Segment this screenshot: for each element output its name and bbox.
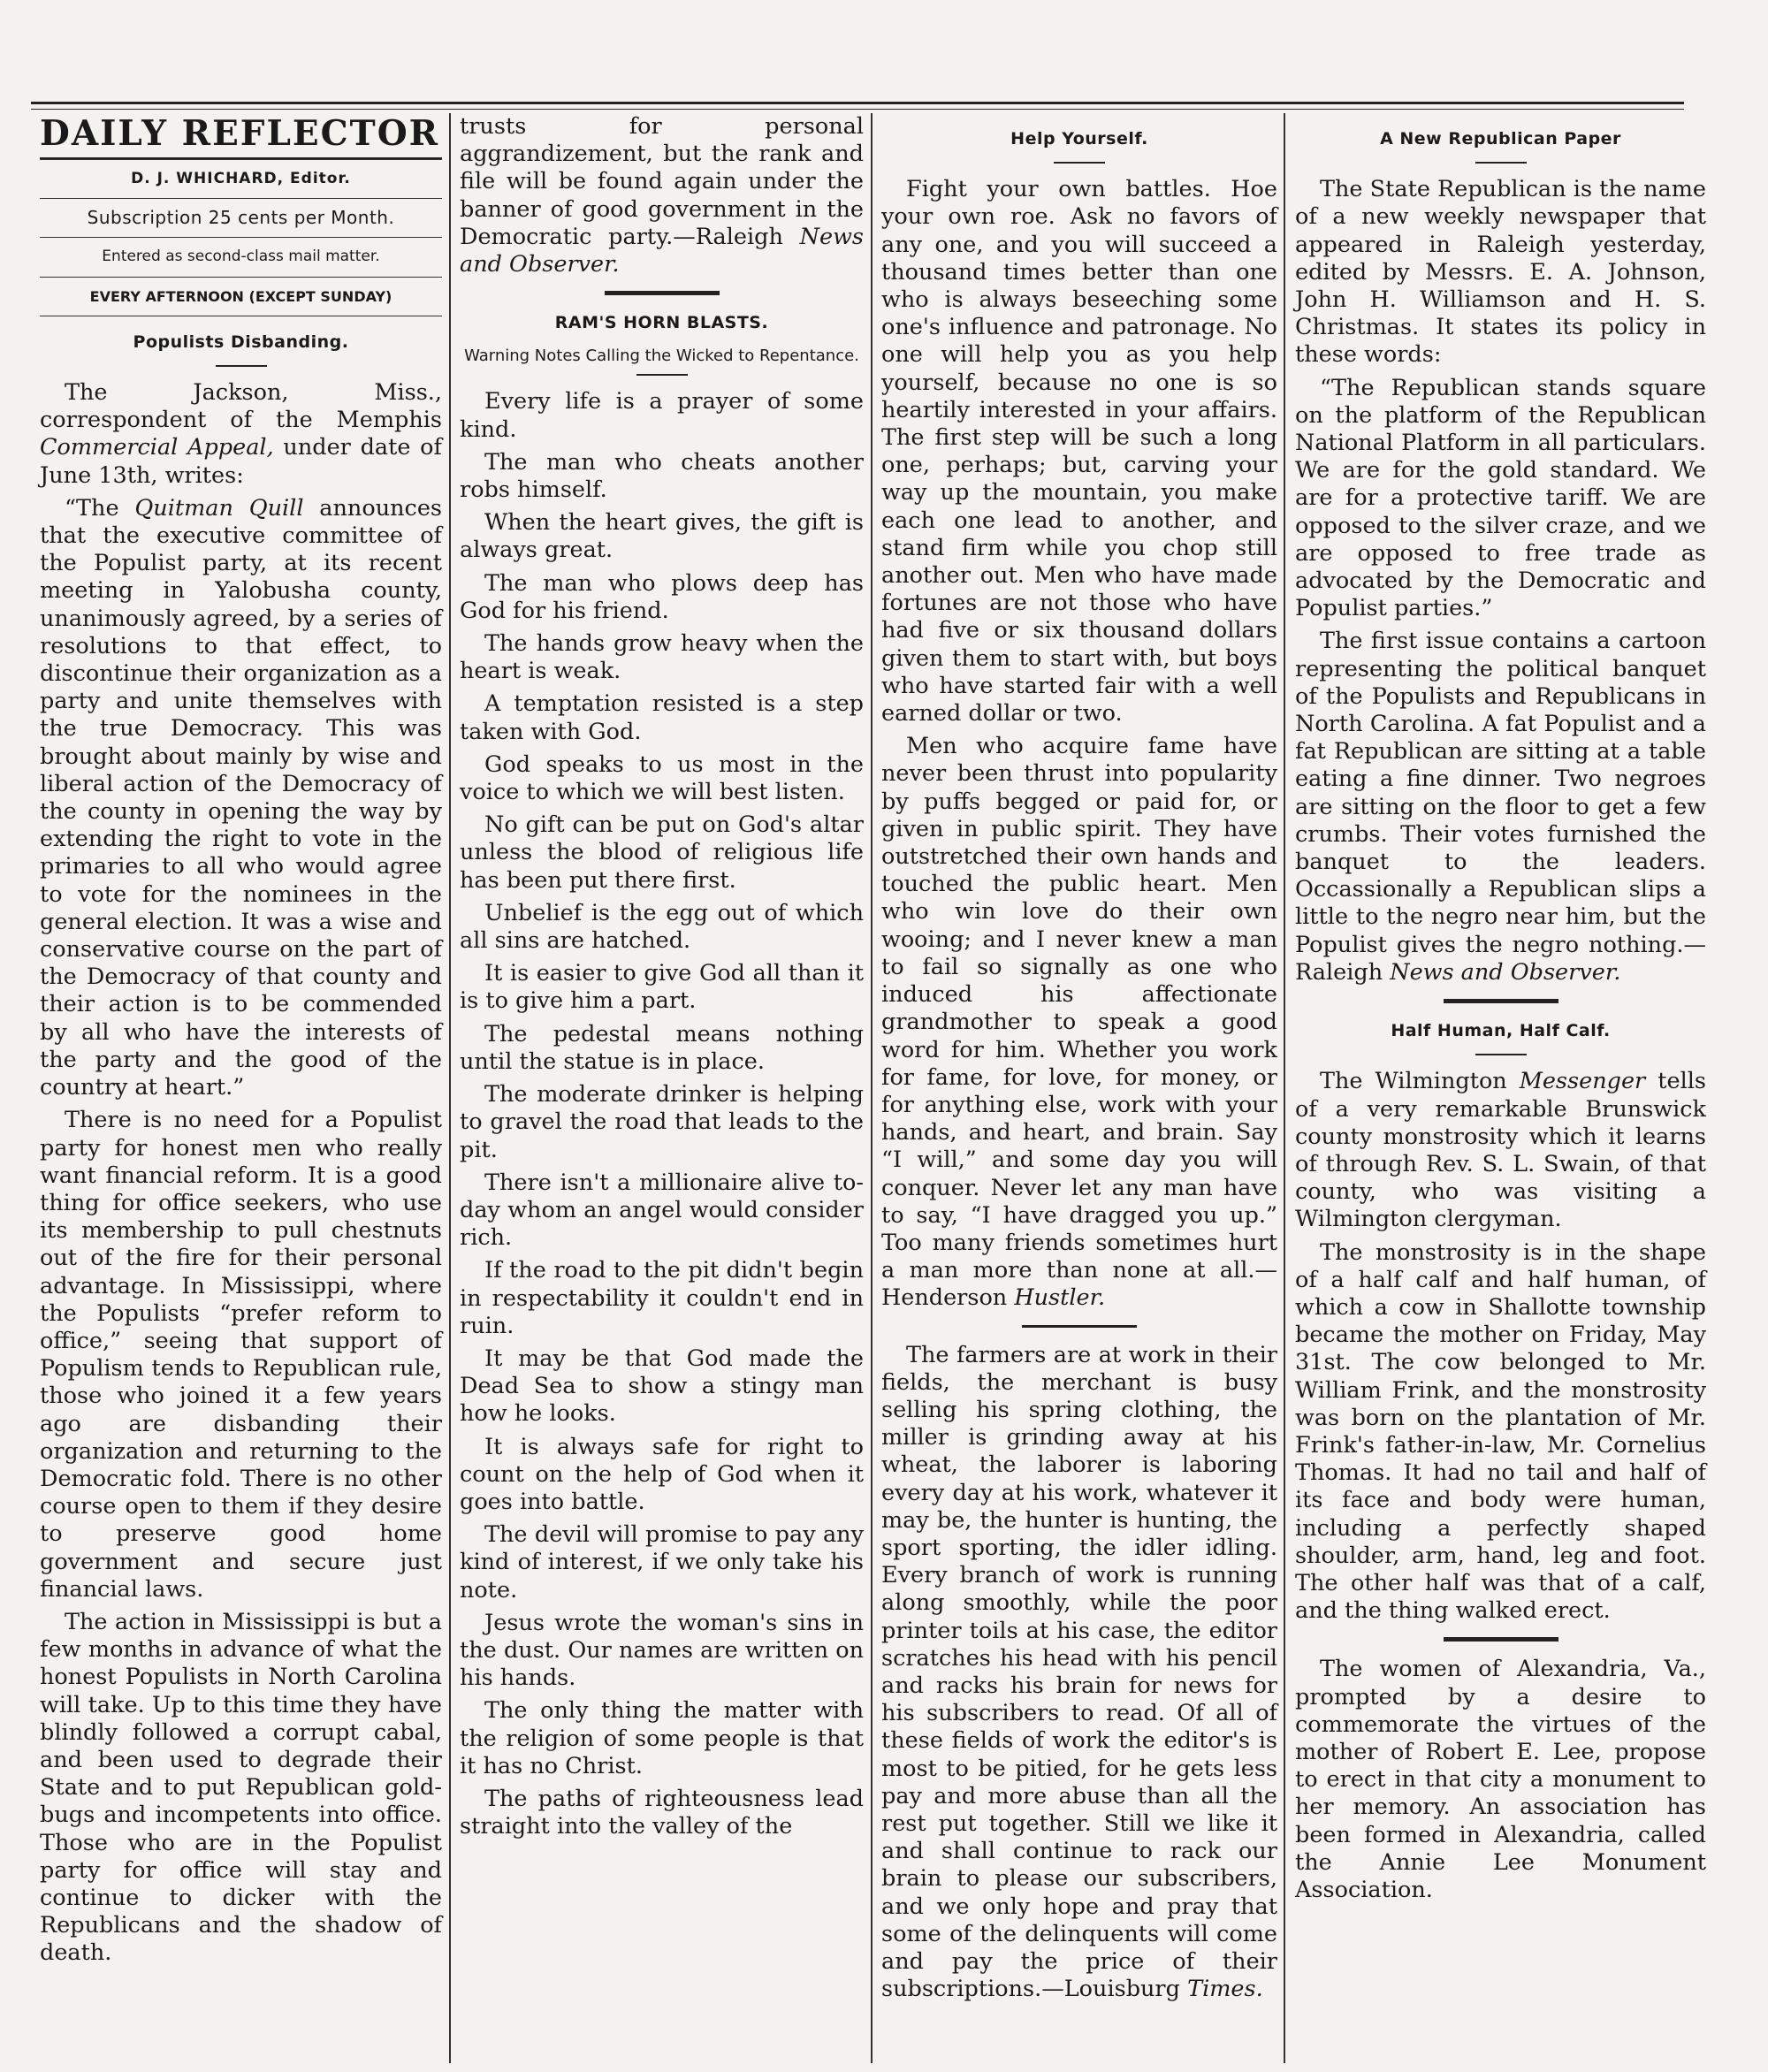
article-heading: Help Yourself. [1010, 129, 1148, 149]
blast-item: The man who plows deep has God for his friend. [460, 569, 864, 624]
blast-item: There isn't a millionaire alive to-day whom an angel would consider rich. [460, 1169, 864, 1252]
article-paragraph: The action in Mississippi is but a few months in advance of what the honest Populists in North Carolina will take. Up to this time they have blindly followed a corrupt cabal, and been used to degrade their State and to put Republican gold-bugs and incompetents into office. Those who are in the Populist party for office will stay and continue to dicker with the Republicans and the shadow of death. [40, 1608, 442, 1967]
article-paragraph: The farmers are at work in their fields, the merchant is busy selling his spring clothing, the miller is grinding away at his wheat, the laborer is laboring every day at his work, whatever it may be, the hunter is hunting, the sport sporting, the idler idling. Every branch of work is running along smoothly, while the poor printer toils at his case, the editor scratches his head with his pencil and racks his brain for news for his subscribers to read. Of all of these fields of work the editor's is most to be pitied, for he gets less pay and more abuse than all the rest put together. Still we like it and shall continue to rack our brain to please our subscribers, and we only hope and pray that some of the delinquents will come and pay the price of their subscriptions.—Louisburg Times. [881, 1341, 1277, 2003]
divider [1475, 162, 1527, 164]
blast-item: God speaks to us most in the voice to which we will best listen. [460, 750, 864, 806]
article-paragraph: The State Republican is the name of a new weekly newspaper that appeared in Raleigh yesterday, edited by Messrs. E. A. Johnson, John H. Williamson and H. S. Christmas. It states its policy in these words: [1295, 176, 1706, 369]
blast-item: Every life is a prayer of some kind. [460, 388, 864, 443]
blast-item: The devil will promise to pay any kind of interest, if we only take his note. [460, 1521, 864, 1604]
article-paragraph: There is no need for a Populist party for honest men who really want financial reform. It is a good thing for office seekers, who use its membership to pull chestnuts out of the fire for their personal advantage. In Mississippi, where the Populists “prefer reform to office,” seeing that support of Populism tends to Republican rule, those who joined it a few years ago are disbanding their organization and returning to the Democratic fold. There is no other course open to them if they desire to preserve good home government and secure just financial laws. [40, 1107, 442, 1603]
top-rule-thin [31, 109, 1684, 110]
masthead-schedule: EVERY AFTERNOON (EXCEPT SUNDAY) [40, 277, 442, 316]
masthead-subscription: Subscription 25 cents per Month. [40, 198, 442, 237]
masthead-entered: Entered as second-class mail matter. [40, 237, 442, 276]
divider [1444, 1637, 1558, 1642]
article-continuation: trusts for personal aggrandizement, but the rank and file will be found again under the banner of good government in the Democratic party.—Raleigh News and Observer. [460, 113, 864, 278]
divider [1444, 999, 1558, 1003]
divider [1054, 162, 1105, 164]
article-paragraph: Fight your own battles. Hoe your own roe. Ask no favors of any one, and you will succeed a thousand times better than one who is always beseeching some one's influence and patronage. No one will help you as you help yourself, because no one is so heartily interested in your affairs. The first step will be such a long one, perhaps; but, carving your way up the mountain, you make each one lead to another, and stand firm while you chop still another out. Men who have made fortunes are not those who have had five or six thousand dollars given them to start with, but boys who have started fair with a well earned dollar or two. [881, 176, 1277, 727]
article-paragraph: “The Republican stands square on the platform of the Republican National Platform in all particulars. We are for the gold standard. We are for a protective tariff. We are opposed to the silver craze, and we are opposed to free trade as advocated by the Democratic and Populist parties.” [1295, 374, 1706, 622]
blast-item: The hands grow heavy when the heart is weak. [460, 630, 864, 685]
blast-item: If the road to the pit didn't begin in respectability it couldn't end in ruin. [460, 1257, 864, 1339]
article-subheading: Warning Notes Calling the Wicked to Repentance. [464, 347, 859, 366]
article-heading: Half Human, Half Calf. [1391, 1021, 1611, 1041]
article-heading: RAM'S HORN BLASTS. [554, 313, 769, 333]
masthead-title: DAILY REFLECTOR [40, 113, 440, 154]
divider [636, 374, 688, 376]
column-3 [873, 113, 1286, 2072]
article-paragraph: The women of Alexandria, Va., prompted by a desire to commemorate the virtues of the mother of Robert E. Lee, propose to erect in that city a monument to her memory. An association has been formed in Alexandria, called the Annie Lee Monument Association. [1295, 1656, 1706, 1903]
blast-item: Unbelief is the egg out of which all sins are hatched. [460, 899, 864, 955]
article-paragraph: The Jackson, Miss., correspondent of the Memphis Commercial Appeal, under date of June 13th, writes: [40, 379, 442, 489]
blast-item: The pedestal means nothing until the statue is in place. [460, 1020, 864, 1075]
masthead-box [40, 157, 442, 316]
divider [1475, 1054, 1527, 1055]
blast-item: It may be that God made the Dead Sea to show a stingy man how he looks. [460, 1345, 864, 1428]
top-rule [31, 102, 1684, 104]
column-1 [31, 113, 451, 2072]
blast-item: When the heart gives, the gift is always great. [460, 509, 864, 564]
blast-item: It is easier to give God all than it is to give him a part. [460, 960, 864, 1015]
blast-item: The only thing the matter with the religion of some people is that it has no Christ. [460, 1697, 864, 1779]
article-paragraph: “The Quitman Quill announces that the executive committee of the Populist party, at its recent meeting in Yalobusha county, unanimously agreed, by a series of resolutions to that effect, to discontinue their organization as a party and unite themselves with the true Democracy. This was brought about mainly by wise and liberal action of the Democracy of the county in opening the way by extending the right to vote in the primaries to all who would agree to vote for the nominees in the general election. It was a wise and conservative course on the part of the Democracy of that county and their action is to be commended by all who have the interests of the party and the good of the country at heart.” [40, 494, 442, 1101]
blast-item: Jesus wrote the woman's sins in the dust. Our names are written on his hands. [460, 1609, 864, 1692]
divider [216, 365, 267, 367]
blast-item: No gift can be put on God's altar unless the blood of religious life has been put there first. [460, 811, 864, 894]
divider [605, 291, 720, 295]
blast-item: The man who cheats another robs himself. [460, 448, 864, 504]
masthead-editor: D. J. WHICHARD, Editor. [40, 159, 442, 198]
blast-item: The paths of righteousness lead straight into the valley of the [460, 1785, 864, 1840]
article-paragraph: The Wilmington Messenger tells of a very remarkable Brunswick county monstrosity which it learns of through Rev. S. L. Swain, of that county, who was visiting a Wilmington clergyman. [1295, 1068, 1706, 1233]
article-heading: A New Republican Paper [1380, 129, 1621, 149]
divider [1022, 1325, 1137, 1328]
article-paragraph: The monstrosity is in the shape of a half calf and half human, of which a cow in Shallotte township became the mother on Friday, May 31st. The cow belonged to Mr. William Frink, and the monstrosity was born on the plantation of Mr. Frink's father-in-law, Mr. Cornelius Thomas. It had no tail and half of its face and body were human, including a perfectly shaped shoulder, arm, hand, leg and foot. The other half was that of a calf, and the thing walked erect. [1295, 1238, 1706, 1625]
article-paragraph: Men who acquire fame have never been thrust into popularity by puffs begged or paid for, or given in public spirit. They have outstretched their own hands and touched the public heart. Men who win love do their own wooing; and I never knew a man to fail so signally as one who induced his affectionate grandmother to speak a good word for him. Whether you work for fame, for love, for money, or for anything else, work with your hands, and heart, and brain. Say “I will,” and some day you will conquer. Never let any man have to say, “I have dragged you up.” Too many friends sometimes hurt a man more than none at all.—Henderson Hustler. [881, 733, 1277, 1312]
article-heading: Populists Disbanding. [133, 331, 349, 352]
blast-item: The moderate drinker is helping to gravel the road that leads to the pit. [460, 1081, 864, 1163]
column-4 [1286, 113, 1715, 2072]
column-2 [451, 113, 873, 2072]
article-paragraph: The first issue contains a cartoon representing the political banquet of the Populists and Republicans in North Carolina. A fat Populist and a fat Republican are sitting at a table eating a fine dinner. Two negroes are sitting on the floor to get a few crumbs. Their votes furnished the banquet to the leaders. Occassionally a Republican slips a little to the negro near him, but the Populist gives the negro nothing.—Raleigh News and Observer. [1295, 628, 1706, 986]
blast-item: A temptation resisted is a step taken with God. [460, 690, 864, 745]
blast-item: It is always safe for right to count on the help of God when it goes into battle. [460, 1433, 864, 1515]
